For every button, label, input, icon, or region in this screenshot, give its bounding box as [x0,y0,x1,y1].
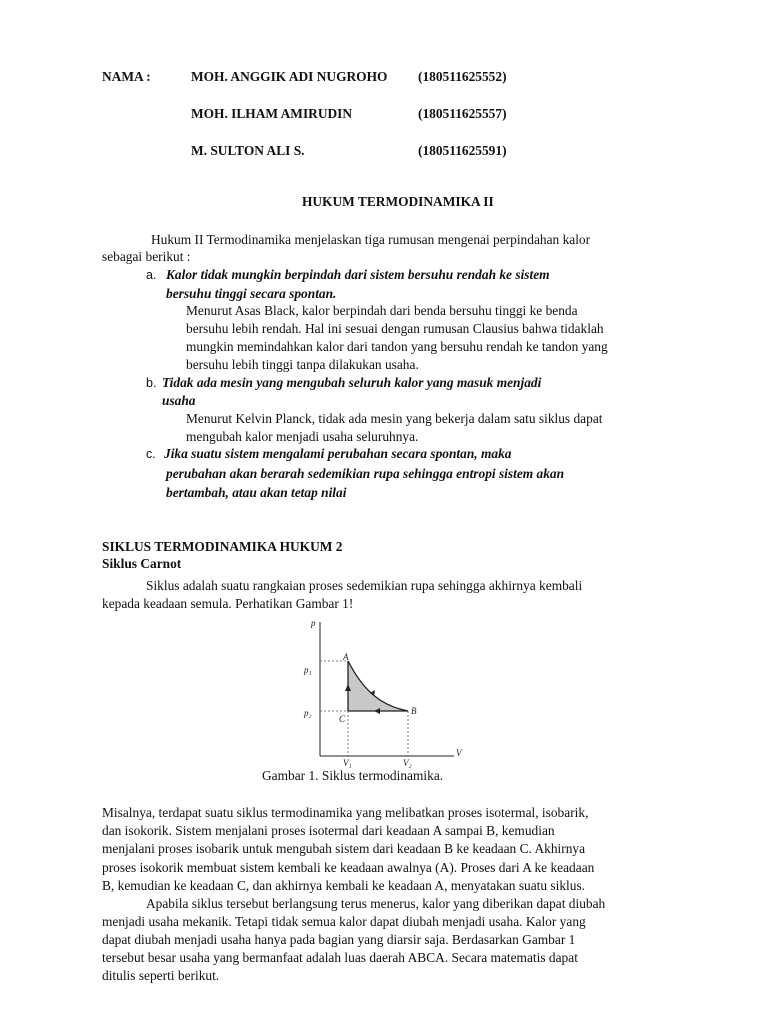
para3-line-1: Apabila siklus tersebut berlangsung terus menerus, kalor yang diberikan dapat diubah [146,896,606,911]
section-subheading: Siklus Carnot [102,556,182,571]
intro-line-2: sebagai berikut : [102,249,191,264]
member-nim-1: (180511625552) [418,69,507,84]
para2-line-2: dan isokorik. Sistem menjalani proses isotermal dari keadaan A sampai B, kemudian [102,823,555,838]
para2-line-1: Misalnya, terdapat suatu siklus termodinamika yang melibatkan proses isotermal, isobarik, [102,805,589,820]
point-c-label: C [339,714,346,724]
item-b-marker: b. [146,376,157,390]
item-a-marker: a. [146,268,157,282]
p1-label: p₁ [304,665,312,675]
point-b-label: B [411,706,417,716]
item-c-statement-3: bertambah, atau akan tetap nilai [166,485,347,500]
section-heading: SIKLUS TERMODINAMIKA HUKUM 2 [102,539,343,554]
intro-line-1: Hukum II Termodinamika menjelaskan tiga rumusan mengenai perpindahan kalor [151,232,591,247]
para3-line-5: ditulis seperti berikut. [102,968,220,983]
v2-label: V₂ [403,758,412,768]
item-b-explanation-1: Menurut Kelvin Planck, tidak ada mesin yang bekerja dalam satu siklus dapat [186,411,603,426]
para3-line-3: dapat diubah menjadi usaha hanya pada bagian yang diarsir saja. Berdasarkan Gambar 1 [102,932,576,947]
item-b-statement-1: Tidak ada mesin yang mengubah seluruh kalor yang masuk menjadi [162,375,542,390]
item-a-statement-1: Kalor tidak mungkin berpindah dari sistem bersuhu rendah ke sistem [166,267,550,282]
para1-line-1: Siklus adalah suatu rangkaian proses sedemikian rupa sehingga akhirnya kembali [146,578,583,593]
para3-line-4: tersebut besar usaha yang bermanfaat adalah luas daerah ABCA. Secara matematis dapat [102,950,578,965]
page-title: HUKUM TERMODINAMIKA II [302,194,494,209]
item-b-statement-2: usaha [162,393,196,408]
item-c-statement-1: Jika suatu sistem mengalami perubahan secara spontan, maka [164,446,512,461]
para2-line-5: B, kemudian ke keadaan C, dan akhirnya kembali ke keadaan A, menyatakan suatu siklus. [102,878,586,893]
member-name-1: MOH. ANGGIK ADI NUGROHO [191,69,388,84]
item-a-explanation-2: bersuhu lebih rendah. Hal ini sesuai dengan rumusan Clausius bahwa tidaklah [186,321,604,336]
point-a-label: A [343,652,349,662]
cycle-diagram [302,614,472,772]
para2-line-3: menjalani proses isobarik untuk mengubah sistem dari keadaan B ke keadaan C. Akhirnya [102,841,586,856]
p-axis-label: p [311,618,316,628]
item-a-explanation-4: bersuhu lebih tinggi tanpa dilakukan usaha. [186,357,419,372]
item-c-statement-2: perubahan akan berarah sedemikian rupa sehingga entropi sistem akan [166,466,565,481]
v-axis-label: V [456,748,462,758]
member-nim-2: (180511625557) [418,106,507,121]
item-a-explanation-3: mungkin memindahkan kalor dari tandon yang bersuhu rendah ke tandon yang [186,339,608,354]
figure-caption: Gambar 1. Siklus termodinamika. [262,768,444,783]
para3-line-2: menjadi usaha mekanik. Tetapi tidak semua kalor dapat diubah menjadi usaha. Kalor yang [102,914,586,929]
nama-label: NAMA : [102,69,151,84]
member-name-2: MOH. ILHAM AMIRUDIN [191,106,353,121]
item-b-explanation-2: mengubah kalor menjadi usaha seluruhnya. [186,429,419,444]
item-a-explanation-1: Menurut Asas Black, kalor berpindah dari benda bersuhu tinggi ke benda [186,303,578,318]
member-nim-3: (180511625591) [418,143,507,158]
p2-label: p₂ [304,708,312,718]
item-c-marker: c. [146,447,156,461]
member-name-3: M. SULTON ALI S. [191,143,305,158]
para2-line-4: proses isokorik membuat sistem kembali ke keadaan awalnya (A). Proses dari A ke keadaan [102,860,595,875]
cycle-diagram-svg [302,614,472,772]
shaded-area-abca [348,661,408,711]
item-a-statement-2: bersuhu tinggi secara spontan. [166,286,337,301]
v1-label: V₁ [343,758,352,768]
para1-line-2: kepada keadaan semula. Perhatikan Gambar 1! [102,596,354,611]
